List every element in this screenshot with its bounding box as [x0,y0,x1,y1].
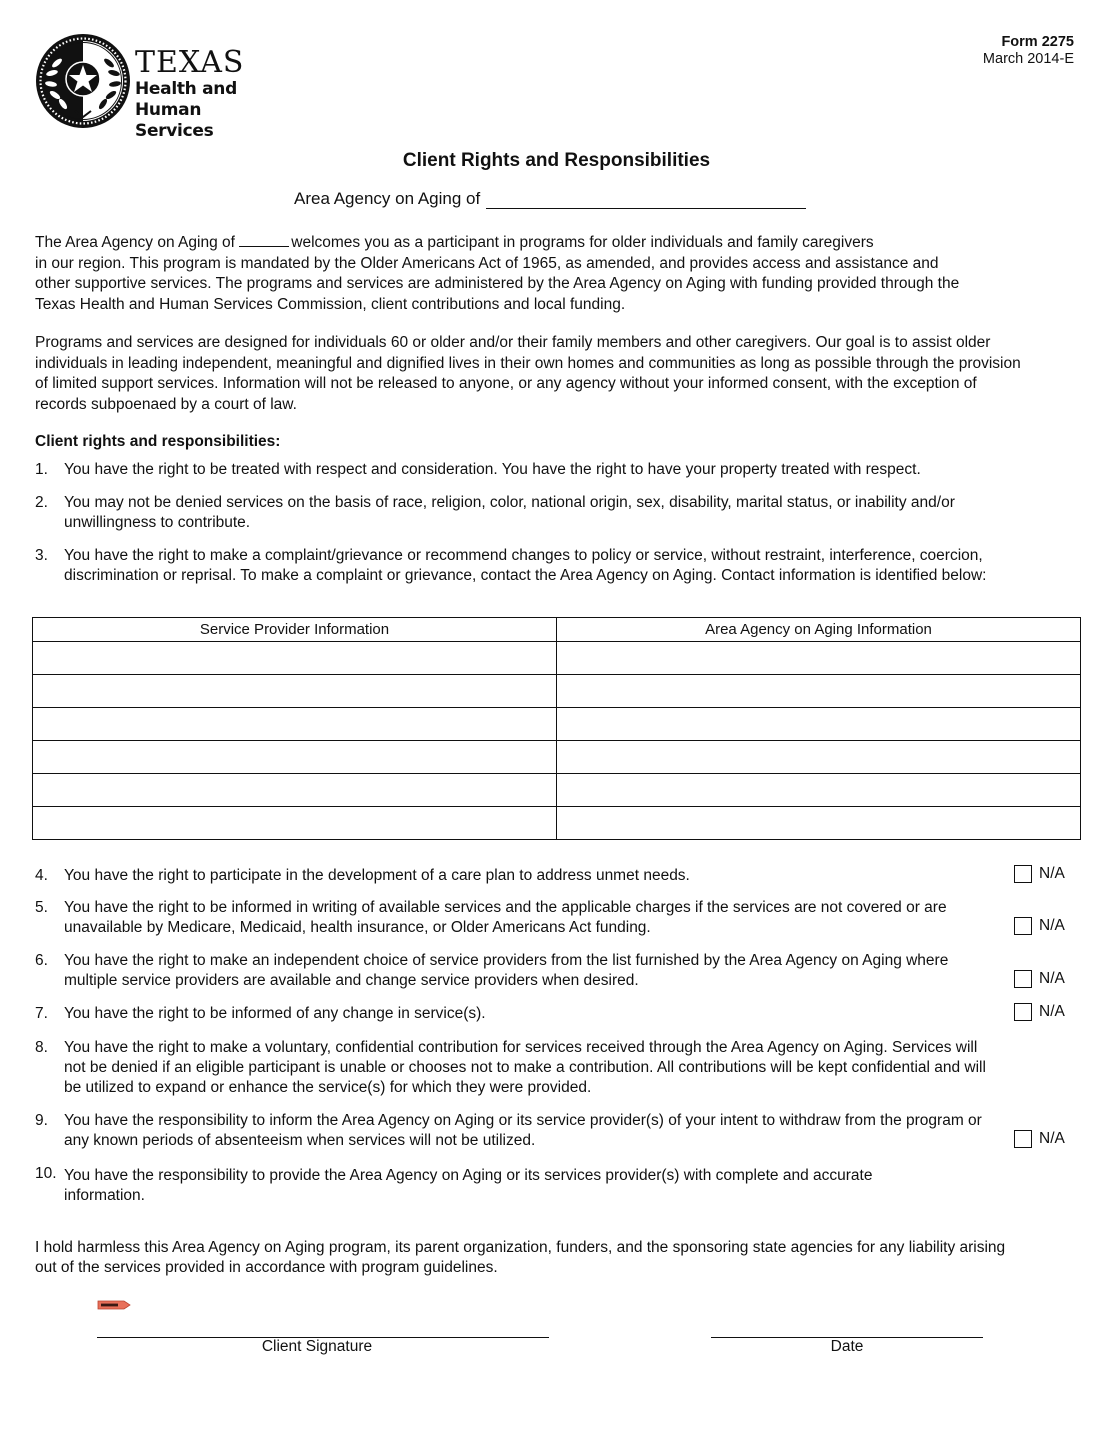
intro-line-3: other supportive services. The programs and services are administered by the Area Agency on Aging with funding provided through the [35,275,960,292]
aaa-input-3[interactable] [557,708,1080,740]
table-row [33,774,1081,807]
page-title: Client Rights and Responsibilities [402,150,711,171]
hold-harmless-line-1: I hold harmless this Area Agency on Aging program, its parent organization, funders, and the sponsoring state agencies for any liability arising [35,1239,1006,1256]
item-number: 5. [35,899,48,916]
form-meta [983,34,1074,68]
aaa-input-5[interactable] [557,774,1080,806]
form-number: Form 2275 [1001,34,1074,50]
checkbox[interactable] [1014,970,1032,988]
service-provider-input-3[interactable] [33,708,556,740]
item-number: 6. [35,952,48,969]
item-text: You have the responsibility to inform the Area Agency on Aging or its service provider(s) of your intent to withdraw from the program or any known periods of absenteeism when services will not be utilized. [64,1112,982,1149]
item-text: You have the right to be treated with respect and consideration. You have the right to have your property treated with respect. [64,461,921,478]
service-provider-cell[interactable] [33,675,557,708]
service-provider-cell[interactable] [33,807,557,840]
rights-item-2 [35,493,1085,533]
table-row [33,642,1081,675]
rights-item-6 [35,951,1085,991]
na-label: N/A [1039,865,1065,882]
rights-item-9 [35,1111,1085,1151]
logo-line-1: Health and Human [135,79,237,120]
aaa-cell[interactable] [557,675,1081,708]
rights-item-5 [35,898,1085,938]
intro-line-1-prefix: The Area Agency on Aging of [35,234,235,251]
item-text: You have the right to make a complaint/grievance or recommend changes to policy or service, without restraint, interference, coercion, discrimination or reprisal. To make a complaint or grievance, contact the Area Agency on Aging. Contact information is identified below: [64,547,987,584]
programs-line-4: records subpoenaed by a court of law. [35,395,297,413]
service-provider-input-5[interactable] [33,774,556,806]
na-checkbox-item-9[interactable] [1014,1130,1065,1148]
aaa-input-1[interactable] [557,642,1080,674]
hold-harmless-line-2: out of the services provided in accordance with program guidelines. [35,1258,498,1276]
column-header-service-provider: Service Provider Information [33,618,557,642]
item-number: 7. [35,1005,48,1022]
programs-line-1: Programs and services are designed for individuals 60 or older and/or their family members and other caregivers. Our goal is to assist older [35,334,991,351]
na-label: N/A [1039,970,1065,987]
rights-heading: Client rights and responsibilities: [35,433,281,450]
logo-state: TEXAS [135,45,245,80]
logo-wordmark [135,47,285,142]
na-label: N/A [1039,1003,1065,1020]
item-text: You may not be denied services on the basis of race, religion, color, national origin, sex, disability, marital status, or inability and/or unwillingness to contribute. [64,494,955,531]
client-signature-label: Client Signature [261,1338,373,1355]
aaa-cell[interactable] [557,807,1081,840]
form-date: March 2014-E [982,51,1074,67]
programs-line-3: of limited support services. Information will not be released to anyone, or any agency without your informed consent, with the exception of [35,375,977,392]
contact-info-table [32,617,1081,840]
intro-paragraph [35,233,1085,315]
service-provider-cell[interactable] [33,774,557,807]
table-row [33,807,1081,840]
texas-seal-icon [35,33,131,129]
aaa-cell[interactable] [557,741,1081,774]
na-checkbox-item-4[interactable] [1014,865,1065,883]
programs-line-2: individuals in leading independent, meaningful and dignified lives in their own homes and communities as long as possible through the provision [35,354,1021,372]
item-text: You have the right to make a voluntary, confidential contribution for services received through the Area Agency on Aging. Services will not be denied if an eligible participant is unable or chooses not to make a contribution. All contributions will be kept confidential and will be utilized to expand or enhance the service(s) for which they were provided. [64,1039,986,1096]
item-number: 8. [35,1039,48,1056]
rights-item-7 [35,1004,1085,1024]
rights-item-10 [35,1166,1085,1206]
service-provider-input-2[interactable] [33,675,556,707]
service-provider-cell[interactable] [33,708,557,741]
rights-item-1 [35,460,1085,480]
logo-line-2: Services [135,121,214,141]
agency-name-row [294,189,806,209]
column-header-aaa: Area Agency on Aging Information [557,618,1081,642]
sign-here-tab-icon [97,1300,131,1310]
aaa-input-2[interactable] [557,675,1080,707]
checkbox[interactable] [1014,917,1032,935]
service-provider-input-1[interactable] [33,642,556,674]
date-label: Date [830,1338,864,1355]
hhs-logo [35,33,285,141]
item-number: 4. [35,867,48,884]
rights-item-4 [35,866,1085,886]
table-row [33,708,1081,741]
intro-line-2: in our region. This program is mandated by the Older Americans Act of 1965, as amended, and provides access and assistance and [35,254,939,272]
na-checkbox-item-5[interactable] [1014,917,1065,935]
aaa-cell[interactable] [557,642,1081,675]
rights-item-3 [35,546,1085,586]
aaa-input-4[interactable] [557,741,1080,773]
na-checkbox-item-7[interactable] [1014,1003,1065,1021]
na-label: N/A [1039,1130,1065,1147]
item-number: 1. [35,461,48,478]
aaa-input-6[interactable] [557,807,1080,839]
service-provider-input-4[interactable] [33,741,556,773]
service-provider-input-6[interactable] [33,807,556,839]
item-number: 10. [35,1165,57,1182]
table-row [33,741,1081,774]
item-number: 2. [35,494,48,511]
table-header-row [33,618,1081,642]
table-row [33,675,1081,708]
checkbox[interactable] [1014,865,1032,883]
service-provider-cell[interactable] [33,741,557,774]
item-text: You have the right to be informed of any change in service(s). [64,1005,486,1022]
item-number: 9. [35,1112,48,1129]
item-text: You have the right to make an independent choice of service providers from the list furnished by the Area Agency on Aging where multiple service providers are available and change service providers when desired. [64,952,949,989]
item-text: You have the right to participate in the development of a care plan to address unmet needs. [64,867,690,884]
checkbox[interactable] [1014,1003,1032,1021]
intro-line-4: Texas Health and Human Services Commission, client contributions and local funding. [35,295,626,313]
intro-agency-blank-field[interactable] [239,233,289,247]
checkbox[interactable] [1014,1130,1032,1148]
item-text: You have the right to be informed in writing of available services and the applicable charges if the services are not covered or are unavailable by Medicare, Medicaid, health insurance, or Older Americans Act funding. [64,899,947,936]
intro-line-1-suffix: welcomes you as a participant in programs for older individuals and family caregivers [291,234,874,251]
rights-item-8 [35,1038,1085,1098]
programs-paragraph [35,333,1085,415]
item-number: 3. [35,547,48,564]
agency-name-field[interactable] [486,189,806,209]
na-checkbox-item-6[interactable] [1014,970,1065,988]
aaa-cell[interactable] [557,774,1081,807]
item-text: You have the responsibility to provide the Area Agency on Aging or its services provider(s) with complete and accurate information. [64,1167,873,1204]
hold-harmless-paragraph [35,1238,1085,1277]
aaa-cell[interactable] [557,708,1081,741]
na-label: N/A [1039,917,1065,934]
service-provider-cell[interactable] [33,642,557,675]
agency-name-label: Area Agency on Aging of [294,189,481,208]
